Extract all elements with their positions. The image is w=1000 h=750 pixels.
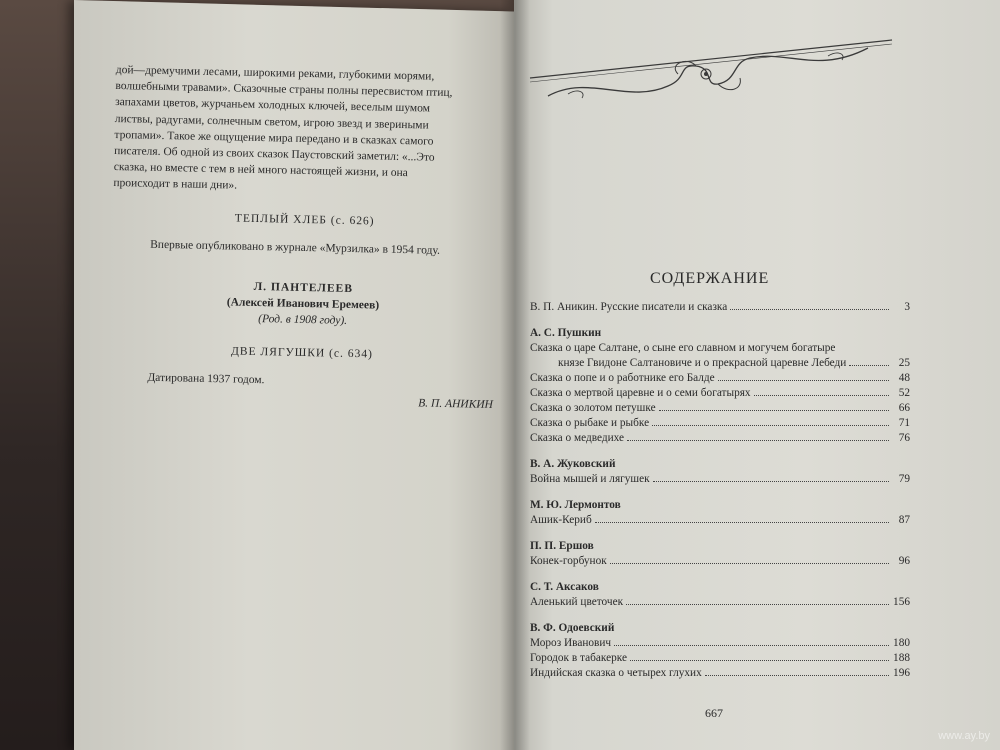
toc-entry — [530, 513, 910, 528]
toc-entry-title: Аленький цветочек — [530, 596, 624, 608]
toc-entry-page: 156 — [893, 596, 910, 608]
toc-entry-title: Индийская сказка о четырех глухих — [530, 667, 702, 679]
section-title-teplyi-khleb: ТЕПЛЫЙ ХЛЕБ (с. 626) — [234, 212, 375, 228]
toc-entry-title: Городок в табакерке — [530, 652, 627, 664]
section-note-dve-lyagushki: Датирована 1937 годом. — [147, 371, 265, 387]
book-gutter-shadow — [500, 0, 530, 750]
toc-entry-page: 52 — [898, 387, 910, 399]
toc-entry-title: Сказка о царе Салтане, о сыне его славном и могучем богатыре — [530, 342, 836, 354]
toc-leader-dots — [627, 440, 889, 441]
watermark: www.ay.by — [938, 730, 990, 742]
toc-entry-page: 48 — [898, 372, 910, 384]
toc-leader-dots — [705, 675, 889, 676]
toc-entry-title: Сказка о рыбаке и рыбке — [530, 417, 650, 429]
commentary-paragraph — [113, 62, 500, 200]
toc-leader-dots — [730, 309, 889, 310]
toc-entry — [530, 431, 910, 446]
toc-entry-title: Сказка о медведихе — [530, 432, 625, 444]
toc-leader-dots — [849, 365, 889, 366]
toc-entry-page: 25 — [898, 357, 910, 369]
toc-entry — [530, 595, 910, 610]
toc-entry-page: 96 — [898, 555, 910, 567]
toc-entry-title: Мороз Иванович — [530, 637, 612, 649]
toc-author: П. П. Ершов — [530, 540, 594, 552]
toc-entry — [530, 554, 910, 569]
section-note-teplyi-khleb: Впервые опубликовано в журнале «Мурзилка» в 1954 году. — [150, 238, 441, 257]
toc-author: В. А. Жуковский — [530, 458, 616, 470]
toc-entry — [530, 651, 910, 666]
paragraph-line: происходит в наши дни». — [113, 177, 238, 192]
paragraph-line: тропами». Такое же ощущение мира передано и в сказках самого — [114, 128, 434, 148]
toc-leader-dots — [614, 645, 889, 646]
toc-entry — [530, 371, 910, 386]
paragraph-line: волшебными травами». Сказочные страны полны пересвистом птиц, — [115, 80, 453, 100]
paragraph-line: листвы, радугами, солнечным светом, игрою звезд и звериными — [114, 112, 429, 132]
toc-author: М. Ю. Лермонтов — [530, 499, 621, 511]
toc-entry-title: Ашик-Кериб — [530, 514, 592, 526]
toc-entry-title: Война мышей и лягушек — [530, 473, 650, 485]
toc-author: А. С. Пушкин — [530, 327, 602, 339]
toc-entry — [530, 636, 910, 651]
toc-leader-dots — [630, 660, 889, 661]
paragraph-line: дой—дремучими лесами, широкими реками, глубокими морями, — [115, 63, 435, 83]
author-name-panteleev: Л. ПАНТЕЛЕЕВ — [253, 280, 354, 296]
page-number: 667 — [705, 706, 723, 720]
table-of-contents — [530, 298, 910, 681]
toc-entry-title: Сказка о попе и о работнике его Балде — [530, 372, 715, 384]
author-birth: (Род. в 1908 году). — [258, 313, 348, 328]
toc-entry-title: Конек-горбунок — [530, 555, 607, 567]
toc-leader-dots — [652, 425, 889, 426]
contents-title: СОДЕРЖАНИЕ — [650, 270, 770, 287]
toc-entry-page: 66 — [898, 402, 910, 414]
toc-entry — [530, 401, 910, 416]
toc-author: С. Т. Аксаков — [530, 581, 599, 593]
toc-leader-dots — [659, 410, 889, 411]
toc-leader-dots — [626, 604, 889, 605]
signature: В. П. АНИКИН — [418, 397, 494, 412]
toc-entry-title: Сказка о золотом петушке — [530, 402, 656, 414]
paragraph-line: сказка, но вместе с тем в ней много настоящей жизни, и она — [113, 161, 408, 180]
toc-entry — [530, 472, 910, 487]
toc-entry — [530, 356, 910, 371]
toc-leader-dots — [610, 563, 889, 564]
left-page-text — [109, 62, 500, 413]
toc-entry-page: 3 — [904, 301, 910, 313]
toc-entry-title: Сказка о мертвой царевне и о семи богатырях — [530, 387, 751, 399]
ornament-flourish — [528, 34, 894, 104]
toc-entry-page: 188 — [893, 652, 910, 664]
toc-entry-page: 71 — [898, 417, 910, 429]
section-title-dve-lyagushki: ДВЕ ЛЯГУШКИ (с. 634) — [230, 345, 374, 361]
author-real-name: (Алексей Иванович Еремеев) — [226, 296, 380, 312]
toc-entry — [530, 386, 910, 401]
toc-entry-page: 196 — [893, 667, 910, 679]
toc-leader-dots — [653, 481, 889, 482]
toc-leader-dots — [718, 380, 889, 381]
toc-entry-page: 76 — [898, 432, 910, 444]
toc-entry — [530, 666, 910, 681]
toc-entry-title: князе Гвидоне Салтановиче и о прекрасной царевне Лебеди — [558, 357, 847, 369]
toc-entry — [530, 341, 910, 371]
toc-author: В. Ф. Одоевский — [530, 622, 615, 634]
paragraph-line: писателя. Об одной из своих сказок Паустовский заметил: «...Это — [114, 144, 435, 164]
toc-leader-dots — [754, 395, 889, 396]
toc-entry-title: В. П. Аникин. Русские писатели и сказка — [530, 301, 728, 313]
toc-entry — [530, 416, 910, 431]
toc-entry-page: 79 — [898, 473, 910, 485]
toc-entry-page: 180 — [893, 637, 910, 649]
toc-entry-page: 87 — [898, 514, 910, 526]
toc-entry — [530, 300, 910, 315]
toc-leader-dots — [595, 522, 889, 523]
paragraph-line: запахами цветов, журчаньем холодных ключей, веселым шумом — [115, 96, 431, 115]
